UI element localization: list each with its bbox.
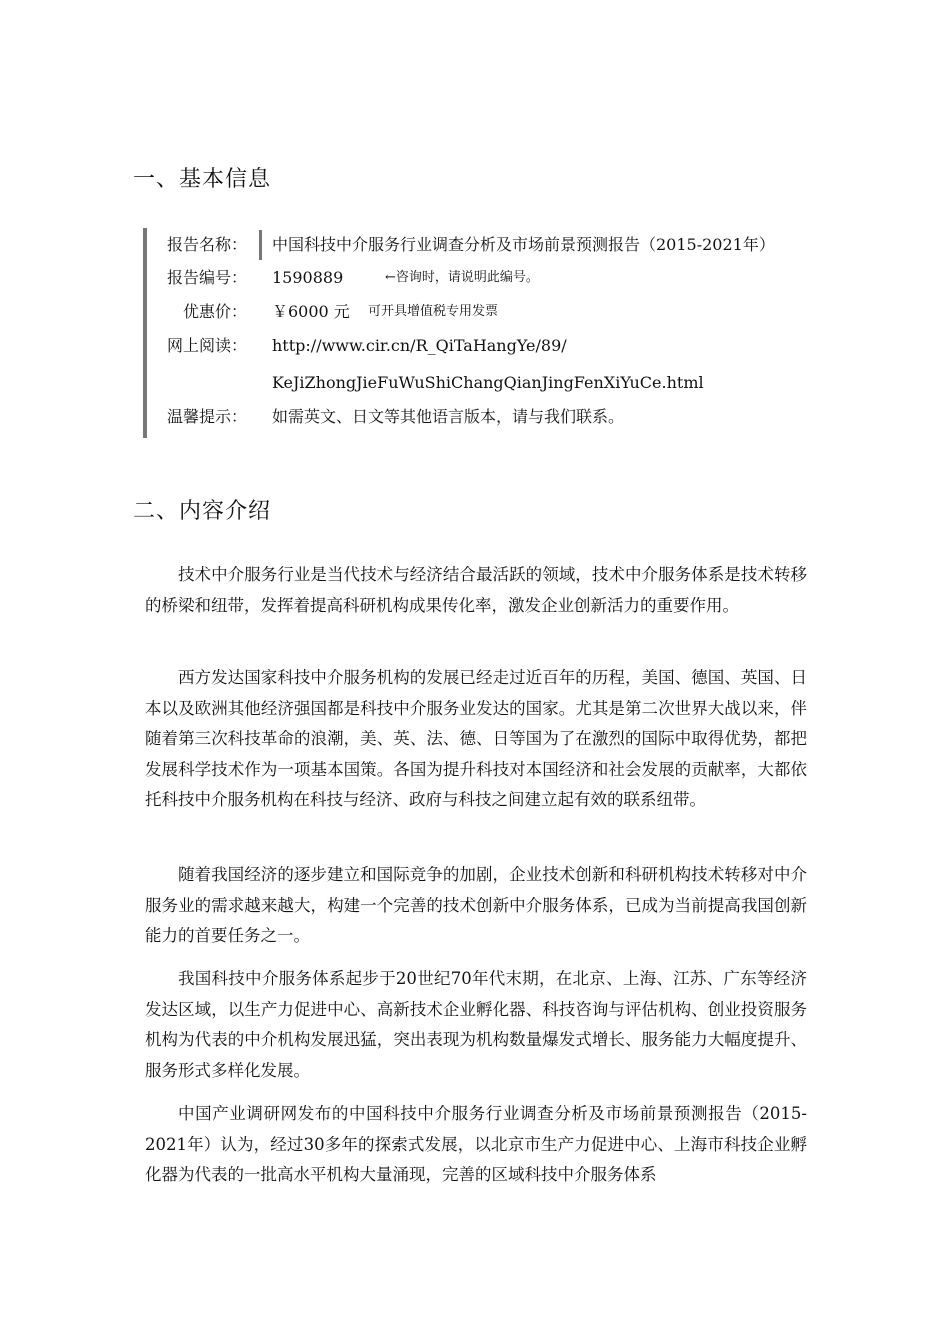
online-label: 网上阅读：: [167, 336, 248, 355]
report-name-value: 中国科技中介服务行业调查分析及市场前景预测报告（2015-2021年）: [272, 235, 775, 254]
price-note: 可开具增值税专用发票: [368, 304, 499, 319]
tip-label: 温馨提示：: [167, 407, 248, 426]
report-no-value: 1590889: [272, 268, 344, 287]
paragraph: 我国科技中介服务体系起步于20世纪70年代末期，在北京、上海、江苏、广东等经济发达区域，以生产力促进中心、高新技术企业孵化器、科技咨询与评估机构、创业投资服务机构为代表的中介机构发展迅猛，突出表现为机构数量爆发式增长、服务能力大幅度提升、服务形式多样化发展。: [145, 969, 807, 1080]
online-link-line1[interactable]: http://www.cir.cn/R_QiTaHangYe/89/: [272, 336, 567, 355]
report-name-label: 报告名称：: [167, 235, 248, 254]
paragraph: 技术中介服务行业是当代技术与经济结合最活跃的领域，技术中介服务体系是技术转移的桥梁和纽带，发挥着提高科研机构成果传化率，激发企业创新活力的重要作用。: [145, 565, 807, 615]
paragraph: 中国产业调研网发布的中国科技中介服务行业调查分析及市场前景预测报告（2015-2021年）认为，经过30多年的探索式发展，以北京市生产力促进中心、上海市科技企业孵化器为代表的一批高水平机构大量涌现，完善的区域科技中介服务体系: [145, 1104, 807, 1184]
vertical-divider: [259, 230, 262, 260]
tip-value: 如需英文、日文等其他语言版本，请与我们联系。: [272, 407, 625, 426]
price-label: 优惠价：: [182, 302, 247, 321]
report-no-note: ←咨询时，请说明此编号。: [385, 270, 539, 285]
section-title-basic-info: 一、基本信息: [133, 167, 272, 192]
paragraph: 西方发达国家科技中介服务机构的发展已经走过近百年的历程，美国、德国、英国、日本以及欧洲其他经济强国都是科技中介服务业发达的国家。尤其是第二次世界大战以来，伴随着第三次科技革命的浪潮，美、英、法、德、日等国为了在激烈的国际中取得优势，都把发展科学技术作为一项基本国策。各国为提升科技对本国经济和社会发展的贡献率，大都依托科技中介服务机构在科技与经济、政府与科技之间建立起有效的联系纽带。: [145, 668, 807, 809]
price-value: ￥6000 元: [272, 302, 350, 321]
online-link-line2[interactable]: KeJiZhongJieFuWuShiChangQianJingFenXiYuCe.html: [272, 373, 704, 392]
report-no-label: 报告编号：: [167, 268, 248, 287]
info-box: [143, 228, 827, 438]
paragraph: 随着我国经济的逐步建立和国际竞争的加剧，企业技术创新和科研机构技术转移对中介服务业的需求越来越大，构建一个完善的技术创新中介服务体系，已成为当前提高我国创新能力的首要任务之一。: [145, 865, 807, 945]
section-title-content-intro: 二、内容介绍: [133, 499, 272, 524]
